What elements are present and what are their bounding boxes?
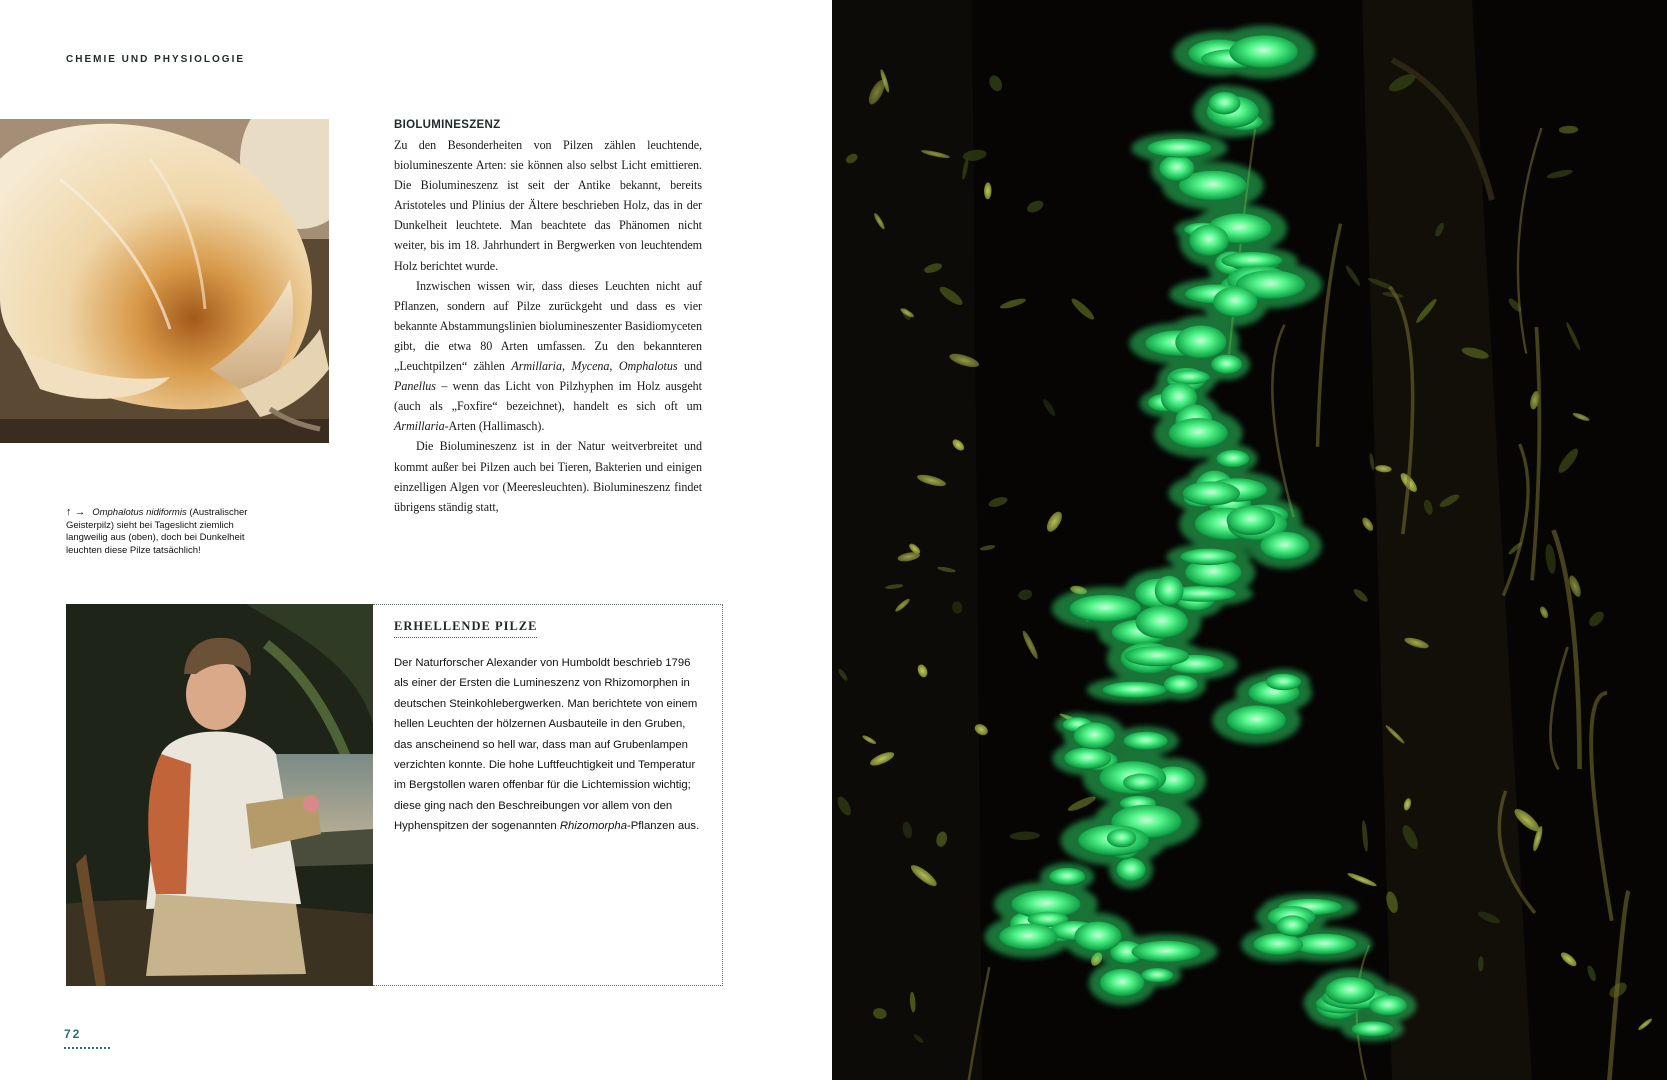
glowing-mushroom [1369,995,1407,1016]
glowing-mushroom [1074,723,1115,750]
glowing-mushroom [1189,225,1229,257]
glowing-mushroom [1164,675,1198,694]
glowing-mushroom [1100,969,1144,997]
sidebar-text: Der Naturforscher Alexander von Humboldt beschrieb 1796 als einer der Ersten die Lumineszenz von Rhizomorphen in deutschen Steinkohlebergwerken. Man berichtete von einem hellen Leuchten der hölzernen Ausbauteile in den Gruben, das anscheinend so hell war, dass man auf Grubenlampen verzichten konnte. Die hohe Luftfeuchtigkeit und Temperatur im Bergstollen waren offenbar für die Lichtemission wichtig; diese ging nach den Beschreibungen vor allem von den Hyphenspitzen der sogenannten Rhizomorpha-Pflanzen aus. [394,657,700,833]
glowing-mushroom [1141,968,1173,982]
glowing-mushroom [1211,355,1242,374]
glowing-mushroom [1116,858,1145,882]
genus-name: Omphalotus [618,359,678,374]
glowing-mushroom [1107,829,1136,847]
glowing-mushrooms-night-photo [832,0,1667,1080]
running-head: CHEMIE UND PHYSIOLOGIE [66,54,246,65]
glowing-mushroom [1216,450,1249,468]
glowing-mushroom [1103,682,1167,698]
article-paragraph: Die Biolumineszenz ist in der Natur weitverbreitet und kommt außer bei Pilzen auch bei Tieren, Bakterien und einigen einzelligen Algen vor (Meeresleuchten). Biolumineszenz findet übrigens ständig statt, [394,439,702,514]
glowing-mushroom [1260,532,1309,560]
glowing-mushroom [1326,977,1376,1004]
glowing-mushroom [1277,915,1309,936]
glowing-mushroom [1183,481,1240,505]
glowing-mushroom [1155,576,1184,606]
glowing-mushroom [1180,549,1236,565]
photo-caption [66,506,266,557]
genus-name: Armillaria [394,419,445,434]
humboldt-portrait-painting [66,604,373,986]
glowing-mushroom [1064,747,1111,769]
glowing-mushroom [1227,505,1276,534]
left-page [0,0,832,1080]
genus-name: Armillaria [511,359,562,374]
glowing-mushroom [1124,646,1189,666]
sidebar-heading: ERHELLENDE PILZE [394,619,537,638]
glowing-mushroom [999,923,1057,950]
genus-name: Panellus [394,379,436,394]
page-number: 72 [64,1027,82,1041]
glowing-mushroom [1136,606,1188,639]
mushroom-daylight-photo [0,119,329,443]
glowing-mushroom [1132,941,1201,963]
glowing-mushroom [1070,595,1141,622]
glowing-mushroom [1123,774,1159,792]
caption-arrows-icon: ↑ → [66,506,86,518]
genus-name: Rhizomorpha [559,820,627,833]
page-number-rule [64,1047,110,1049]
article-paragraph: Zu den Besonderheiten von Pilzen zählen leuchtende, biolumineszente Arten: sie können also selbst Licht emittieren. Die Biolumineszenz ist seit der Antike bekannt, bereits Aristoteles und Plinius der Ältere beschrieben Holz, das in der Dunkelheit leuchtete. Man beachtete das Phänomen nicht weiter, bis im 18. Jahrhundert in Bergwerken von leuchtendem Holz berichtet wurde. [394,138,702,273]
article [394,119,702,517]
glowing-mushroom [1159,155,1194,181]
caption-species: Omphalotus nidiformis [92,507,187,518]
glowing-mushroom [1049,868,1085,885]
article-paragraph: Inzwischen wissen wir, dass dieses Leuchten nicht auf Pflanzen, sondern auf Pilze zurückgeht und dass es vier bekannte Abstammungslinien biolumineszenter Basidiomyceten gibt, die etwa 80 Arten umfassen. Zu den bekannteren „Leuchtpilzen“ zählen Armillaria, Mycena, Omphalotus und Panellus – wenn das Licht von Pilzhyphen im Holz ausgeht (auch als „Foxfire“ bezeichnet), handelt es sich oft um Armillaria-Arten (Hallimasch). [394,278,702,434]
glowing-mushroom [1229,35,1297,68]
glowing-mushroom [1352,1021,1394,1036]
glowing-mushroom [1124,732,1168,750]
caption-text: (Australischer Geisterpilz) sieht bei Tageslicht ziemlich langweilig aus (oben), doch bei Dunkelheit leuchten diese Pilze tatsächlich! [66,507,248,556]
article-heading: BIOLUMINESZENZ [394,119,501,131]
sidebar-box [373,604,723,986]
glowing-mushroom [1253,934,1303,956]
glowing-mushroom [1147,139,1211,158]
glowing-mushroom [1175,326,1226,359]
glowing-mushroom [1169,418,1228,449]
glowing-mushroom [1209,92,1241,114]
glowing-mushroom [1266,674,1301,690]
glowing-mushroom [1227,706,1286,736]
glowing-mushroom [1169,370,1209,384]
genus-name: Mycena [571,359,610,374]
glowing-mushroom [1074,922,1121,952]
glowing-mushroom [1213,287,1257,318]
night-scene [832,0,1667,1080]
